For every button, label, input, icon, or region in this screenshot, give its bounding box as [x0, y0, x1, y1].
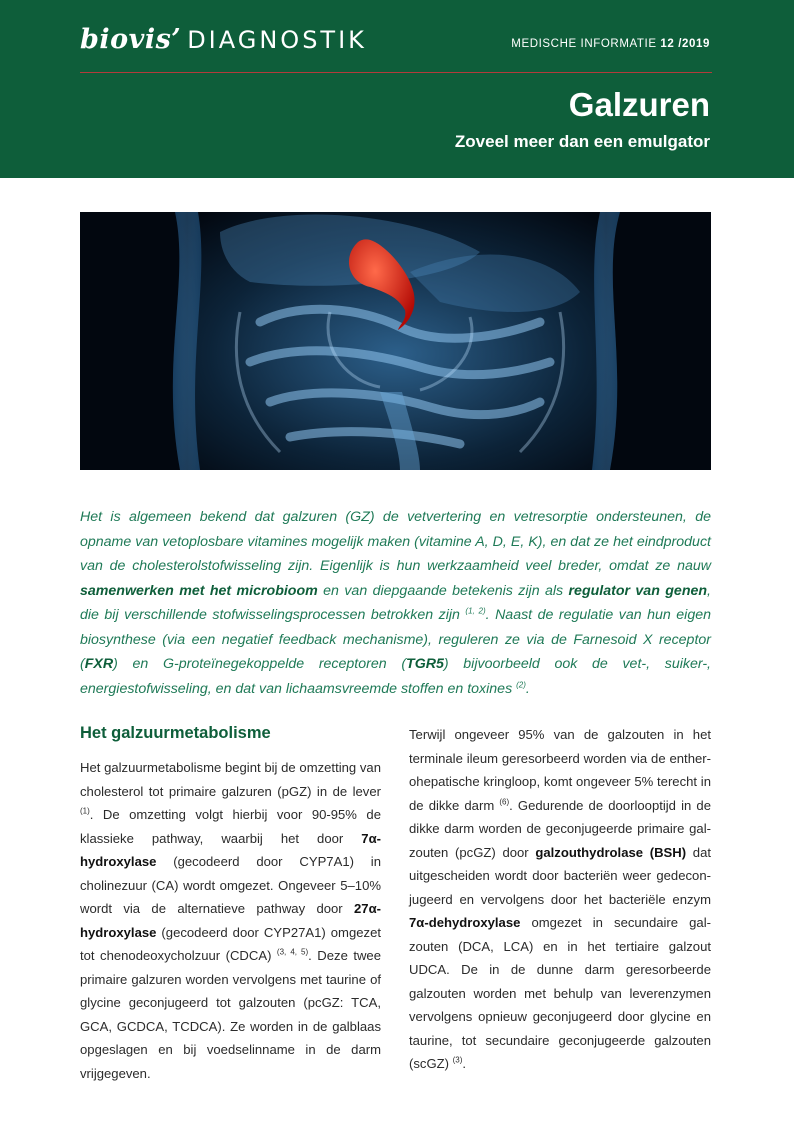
intro-text: Het is algemeen bekend dat galzuren (GZ) de vetvertering en vetresorptie ondersteunen, de opname van vetoplosbare vitamines mogelijk maken (vitamine A, D, E, K), en dat ze het eindproduct van de cholesterolstofwisseling zijn. Eigenlijk is hun werkzaamheid veel breder, omdat ze nauw — [80, 509, 711, 574]
intro-highlight: regulator van genen — [568, 582, 708, 599]
brand-name: biovis’ — [80, 24, 182, 55]
citation: (2) — [516, 679, 526, 689]
issue-label — [511, 38, 710, 50]
header-divider — [80, 72, 712, 73]
right-column — [409, 723, 711, 1076]
intro-text: . — [525, 680, 530, 697]
citation: (6) — [499, 797, 510, 807]
anatomy-xray-illustration — [80, 212, 711, 470]
intro-text: ) en G-proteïnegekoppelde receptoren ( — [113, 656, 407, 672]
left-column — [80, 722, 381, 1085]
intro-text: ) bijvoorbeeld ook de vet-, suiker-, energiestofwisseling, en dat van lichaamsvreemde stoffen en toxines — [80, 656, 711, 697]
intro-paragraph — [80, 505, 711, 701]
intro-text: en van diepgaande betekenis zijn als — [317, 582, 569, 599]
body-text: Terwijl ongeveer 95% van de galzouten in het terminale ileum geresorbeerd worden via de entherohepatische kringloop, komt ongeveer 5% terecht in de dikke darm — [409, 727, 711, 813]
page-title: Galzuren — [568, 86, 710, 123]
page-header — [0, 0, 794, 178]
citation: (3, 4, 5) — [276, 947, 309, 957]
brand-logo — [80, 24, 367, 55]
body-text: . — [462, 1056, 467, 1071]
body-paragraph — [409, 723, 711, 1076]
body-text: omgezet in secundaire galzouten (DCA, LCA) en in het tertiaire galzout UDCA. De in de dunne darm geresorbeerde galzouten worden met behulp van leverenzymen vervolgens opnieuw geconjugeerd door glycine en taurine, tot secundaire geconjugeerde galzouten (scGZ) — [409, 915, 711, 1071]
citation: (3) — [452, 1055, 463, 1065]
citation: (1, 2) — [465, 606, 486, 616]
intro-text: . Naast de regulatie van hun eigen biosynthese (via een negatief feedback mechanisme), reguleren ze via de Farnesoid X receptor ( — [80, 607, 712, 672]
enzyme-name: galzouthydrolase (BSH) — [535, 844, 687, 860]
intro-text: , die bij verschillende stofwisselingsprocessen betrokken zijn — [80, 582, 711, 623]
hero-image — [80, 212, 711, 470]
body-text: (gecodeerd door CYP27A1) omgezet tot chenodeoxycholzuur (CDCA) — [80, 924, 381, 963]
body-text: . Gedurende de doorlooptijd in de dikke darm worden de geconjugeerde primaire galzouten (pcGZ) door — [409, 797, 711, 860]
intro-highlight: samenwerken met het microbioom — [80, 582, 318, 599]
issue-number: 12 /2019 — [660, 38, 710, 50]
body-text: (gecodeerd door CYP7A1) in cholinezuur (CA) wordt omgezet. Ongeveer 5–10% wordt via de alternatieve pathway door — [80, 854, 381, 916]
enzyme-name: 27α-hydroxylase — [80, 901, 381, 940]
enzyme-name: 7α-dehydroxylase — [409, 915, 521, 930]
body-text: . Deze twee primaire galzuren worden vervolgens met taurine of glycine geconjugeerd tot galzouten (pcGZ: TCA, GCA, GCDCA, TCDCA). Ze worden in de galblaas opgeslagen en bij voedselinname in de darm vrijgegeven. — [80, 948, 381, 1081]
intro-highlight: TGR5 — [406, 656, 444, 672]
intro-highlight: FXR — [84, 656, 114, 672]
brand-suffix: DIAGNOSTIK — [187, 26, 367, 54]
body-text: dat uitgescheiden wordt door bacteriën weer gedeconjugeerd en vervolgens door het bacteriële enzym — [409, 844, 712, 907]
body-text: Het galzuurmetabolisme begint bij de omzetting van cholesterol tot primaire galzuren (pGZ) in de lever — [80, 760, 381, 799]
issue-label-text: MEDISCHE INFORMATIE — [511, 38, 657, 50]
citation: (1) — [80, 806, 90, 816]
body-paragraph — [80, 756, 381, 1085]
body-text: . De omzetting volgt hierbij voor 90-95% de klassieke pathway, waarbij het door — [80, 807, 381, 846]
enzyme-name: 7α-hydroxylase — [80, 830, 381, 869]
section-title: Het galzuurmetabolisme — [80, 724, 271, 742]
page-subtitle: Zoveel meer dan een emulgator — [454, 132, 710, 151]
